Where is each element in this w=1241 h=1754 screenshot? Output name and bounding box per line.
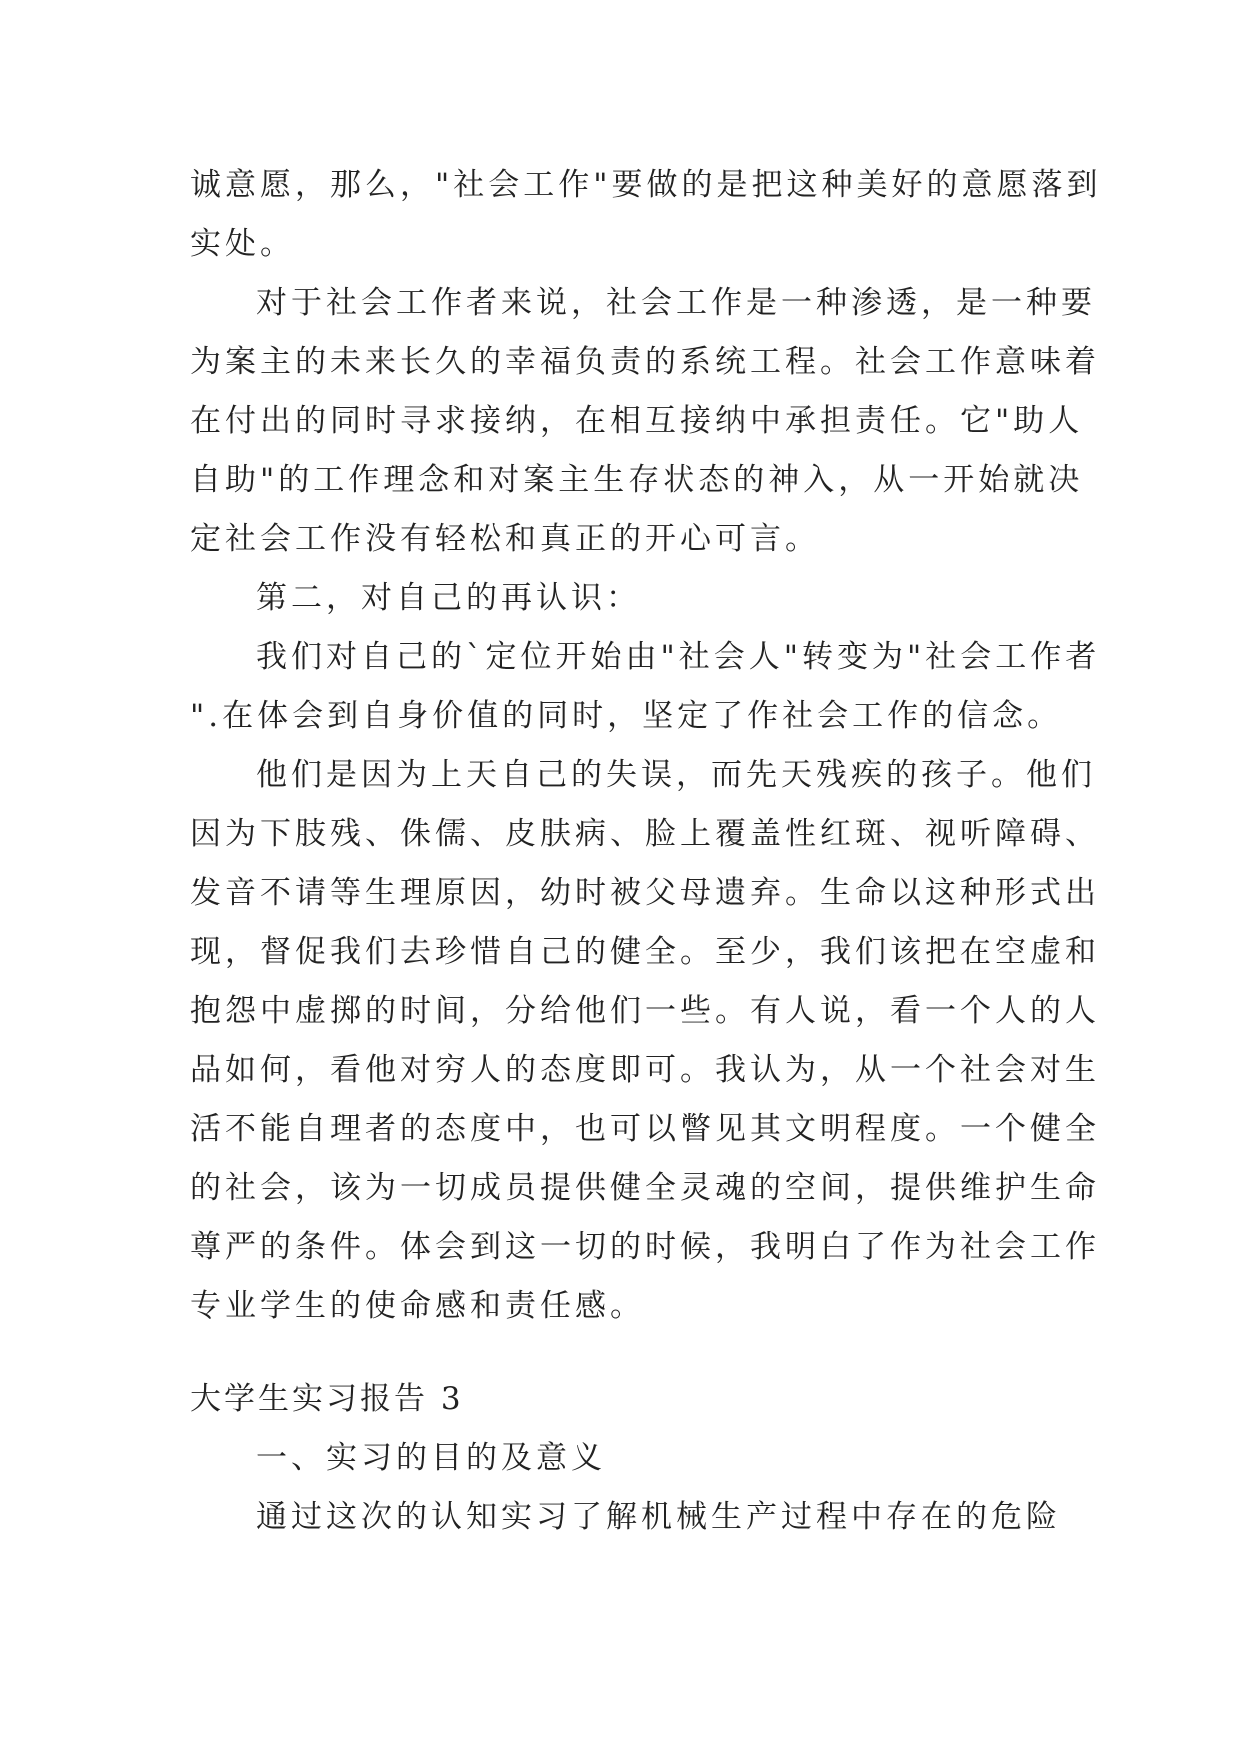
text-line: 尊严的条件。体会到这一切的时候，我明白了作为社会工作 xyxy=(190,1229,1100,1265)
body-text-top xyxy=(190,156,1102,1336)
text-line: 活不能自理者的态度中，也可以瞥见其文明程度。一个健全 xyxy=(190,1111,1100,1147)
text-line: 他们是因为上天自己的失误，而先天残疾的孩子。他们 xyxy=(256,757,1096,793)
text-line: 诚意愿，那么，"社会工作"要做的是把这种美好的意愿落到 xyxy=(190,167,1102,203)
text-line: 我们对自己的`定位开始由"社会人"转变为"社会工作者 xyxy=(256,639,1101,675)
text-line: ".在体会到自身价值的同时，坚定了作社会工作的信念。 xyxy=(190,698,1063,734)
text-line: 发音不请等生理原因，幼时被父母遗弃。生命以这种形式出 xyxy=(190,875,1100,911)
text-line: 通过这次的认知实习了解机械生产过程中存在的危险 xyxy=(256,1499,1061,1535)
text-line: 因为下肢残、侏儒、皮肤病、脸上覆盖性红斑、视听障碍、 xyxy=(190,816,1100,852)
report-section xyxy=(190,1370,1061,1547)
text-line: 专业学生的使命感和责任感。 xyxy=(190,1288,645,1324)
text-line: 自助"的工作理念和对案主生存状态的神入，从一开始就决 xyxy=(190,462,1084,498)
text-line: 实处。 xyxy=(190,226,295,262)
section-heading: 一、实习的目的及意义 xyxy=(256,1440,606,1476)
text-line: 对于社会工作者来说，社会工作是一种渗透，是一种要 xyxy=(256,285,1096,321)
text-line: 抱怨中虚掷的时间，分给他们一些。有人说，看一个人的人 xyxy=(190,993,1100,1029)
text-line: 在付出的同时寻求接纳，在相互接纳中承担责任。它"助人 xyxy=(190,403,1084,439)
text-line: 现，督促我们去珍惜自己的健全。至少，我们该把在空虚和 xyxy=(190,934,1100,970)
report-title: 大学生实习报告 3 xyxy=(190,1381,464,1417)
text-line: 为案主的未来长久的幸福负责的系统工程。社会工作意味着 xyxy=(190,344,1100,380)
text-line: 品如何，看他对穷人的态度即可。我认为，从一个社会对生 xyxy=(190,1052,1100,1088)
text-line: 的社会，该为一切成员提供健全灵魂的空间，提供维护生命 xyxy=(190,1170,1100,1206)
text-line: 第二，对自己的再认识： xyxy=(256,580,641,616)
text-line: 定社会工作没有轻松和真正的开心可言。 xyxy=(190,521,820,557)
